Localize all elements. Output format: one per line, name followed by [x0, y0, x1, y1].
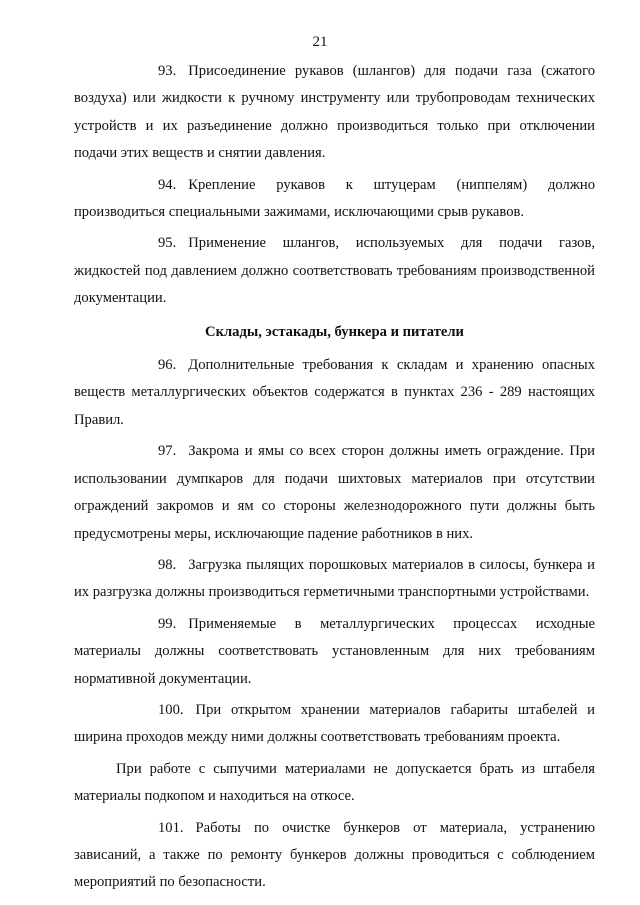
paragraph-text: Крепление рукавов к штуцерам (ниппелям) должно производиться специальными зажимами, исключающими срыв рукавов.	[74, 176, 595, 221]
paragraph-text: Загрузка пылящих порошковых материалов в силосы, бункера и их разгрузка должны производиться герметичными транспортными устройствами.	[74, 556, 595, 601]
paragraph-text: Применение шлангов, используемых для подачи газов, жидкостей под давлением должно соответствовать требованиям производственной документации.	[74, 235, 595, 307]
paragraph-number: 93.	[158, 63, 177, 79]
document-body	[74, 58, 595, 901]
paragraph-number: 99.	[158, 615, 177, 632]
paragraph-100-continued	[74, 756, 595, 811]
paragraph-96	[74, 352, 595, 434]
paragraph-number: 96.	[158, 357, 177, 374]
paragraph-text: При работе с сыпучими материалами не допускается брать из штабеля материалы подкопом и находиться на откосе.	[74, 760, 595, 805]
page-number: 21	[312, 34, 328, 50]
paragraph-number: 101.	[158, 819, 184, 836]
paragraph-number: 98.	[158, 556, 177, 573]
paragraph-93	[74, 58, 595, 168]
paragraph-98	[74, 552, 595, 607]
paragraph-99	[74, 611, 595, 693]
paragraph-text: Работы по очистке бункеров от материала, устранению зависаний, а также по ремонту бункеров должны проводиться с соблюдением мероприятий по безопасности.	[74, 819, 595, 891]
paragraph-100	[74, 697, 595, 752]
paragraph-text: Закрома и ямы со всех сторон должны иметь ограждение. При использовании думпкаров для подачи шихтовых материалов при отсутствии ограждений закромов и ям со стороны железнодорожного пути должны быть предусмотрены меры, исключающие падение работников в них.	[74, 443, 595, 542]
paragraph-text: Присоединение рукавов (шлангов) для подачи газа (сжатого воздуха) или жидкости к ручному инструменту или трубопроводам технических устройств и их разъединение должно производиться только при отключении подачи этих веществ и снятии давления.	[74, 63, 595, 162]
paragraph-number: 100.	[158, 701, 184, 718]
section-heading: Склады, эстакады, бункера и питатели	[205, 323, 464, 340]
paragraph-text: Применяемые в металлургических процессах исходные материалы должны соответствовать установленным для них требованиям нормативной документации.	[74, 615, 595, 687]
paragraph-text: Дополнительные требования к складам и хранению опасных веществ металлургических объектов содержатся в пунктах 236 - 289 настоящих Правил.	[74, 357, 595, 428]
paragraph-number: 97.	[158, 443, 177, 460]
paragraph-number: 94.	[158, 176, 177, 193]
paragraph-95	[74, 230, 595, 312]
paragraph-text: При открытом хранении материалов габариты штабелей и ширина проходов между ними должны соответствовать требованиям проекта.	[74, 701, 595, 746]
paragraph-101	[74, 815, 595, 897]
paragraph-number: 95.	[158, 235, 177, 252]
paragraph-97	[74, 438, 595, 548]
paragraph-94	[74, 172, 595, 227]
